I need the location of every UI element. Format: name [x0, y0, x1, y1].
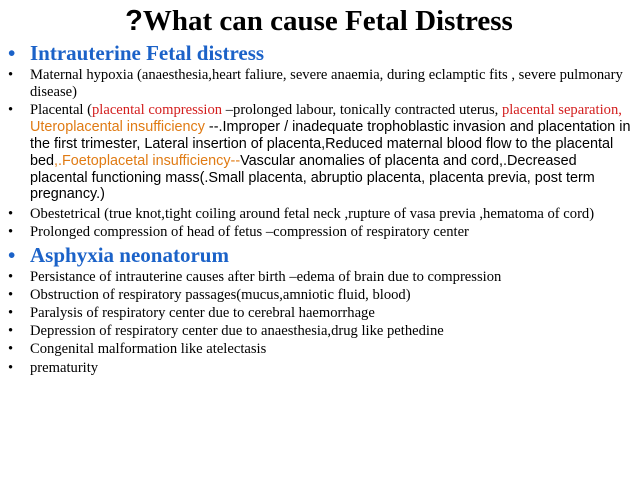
list-item-obstetrical [0, 206, 638, 223]
list-item-asphyxia-6 [0, 360, 638, 377]
bullet-icon: • [8, 341, 14, 358]
item-text: Congenital malformation like atelectasis [30, 341, 267, 358]
item-text: Depression of respiratory center due to anaesthesia,drug like pethedine [30, 323, 444, 340]
list-item-prolonged [0, 224, 638, 241]
heading-intrauterine [0, 40, 638, 66]
placental-prefix: Placental ( [30, 102, 92, 119]
bullet-icon: • [8, 67, 14, 83]
title-text: What can cause Fetal Distress [142, 5, 513, 37]
bullet-icon: • [8, 359, 14, 376]
list-item-asphyxia-2 [0, 287, 638, 304]
list-item-maternal [0, 67, 638, 101]
bullet-icon: • [8, 206, 14, 223]
item-text: prematurity [30, 359, 99, 376]
uteroplacental-insufficiency-text: Uteroplacental insufficiency [30, 119, 205, 136]
bullet-icon: • [8, 268, 14, 285]
heading-asphyxia [0, 242, 638, 268]
list-item-asphyxia-1 [0, 269, 638, 286]
bullet-icon: • [8, 224, 14, 241]
item-text: Persistance of intrauterine causes after birth –edema of brain due to compression [30, 268, 502, 285]
bullet-icon: • [8, 242, 16, 267]
foetoplacental-insufficiency-text: ,.Foetoplacetal insufficiency-- [54, 152, 241, 169]
placental-comma: , [618, 102, 622, 119]
bullet-icon: • [8, 286, 14, 303]
placental-after-compression: –prolonged labour, tonically contracted uterus, [222, 102, 502, 119]
list-item-asphyxia-5 [0, 341, 638, 358]
item-obstetrical-text: Obestetrical (true knot,tight coiling around fetal neck ,rupture of vasa previa ,hematoma of cord) [30, 206, 595, 223]
item-maternal-text: Maternal hypoxia (anaesthesia,heart faliure, severe anaemia, during eclamptic fits , severe pulmonary disease) [30, 67, 623, 101]
item-text: Paralysis of respiratory center due to cerebral haemorrhage [30, 305, 375, 321]
bullet-icon: • [8, 305, 14, 321]
bullet-icon: • [8, 323, 14, 340]
title-question-mark: ? [125, 5, 143, 37]
list-item-asphyxia-4 [0, 323, 638, 340]
bullet-icon: • [8, 102, 14, 119]
vascular-anomalies-text: Vascular anomalies of placenta and cord,.Decreased placental functioning mass(.Small placenta, abruptio placenta, placenta previa, post term pregnancy.) [30, 152, 595, 203]
slide-title [0, 4, 638, 38]
bullet-list [0, 40, 638, 377]
list-item-asphyxia-3 [0, 305, 638, 322]
item-text: Obstruction of respiratory passages(mucus,amniotic fluid, blood) [30, 286, 411, 303]
improper-invasion-text: --.Improper / inadequate trophoblastic invasion and placentation in the first trimester, Lateral insertion of placenta,Reduced maternal blood flow to the placental bed [30, 119, 631, 169]
placental-compression-text: placental compression [92, 102, 223, 119]
item-prolonged-text: Prolonged compression of head of fetus –compression of respiratory center [30, 224, 469, 241]
placental-separation-text: placental separation [501, 102, 619, 119]
bullet-icon: • [8, 41, 16, 65]
list-item-placental [0, 102, 638, 203]
heading-intrauterine-text: Intrauterine Fetal distress [30, 41, 265, 65]
heading-asphyxia-text: Asphyxia neonatorum [30, 242, 229, 267]
